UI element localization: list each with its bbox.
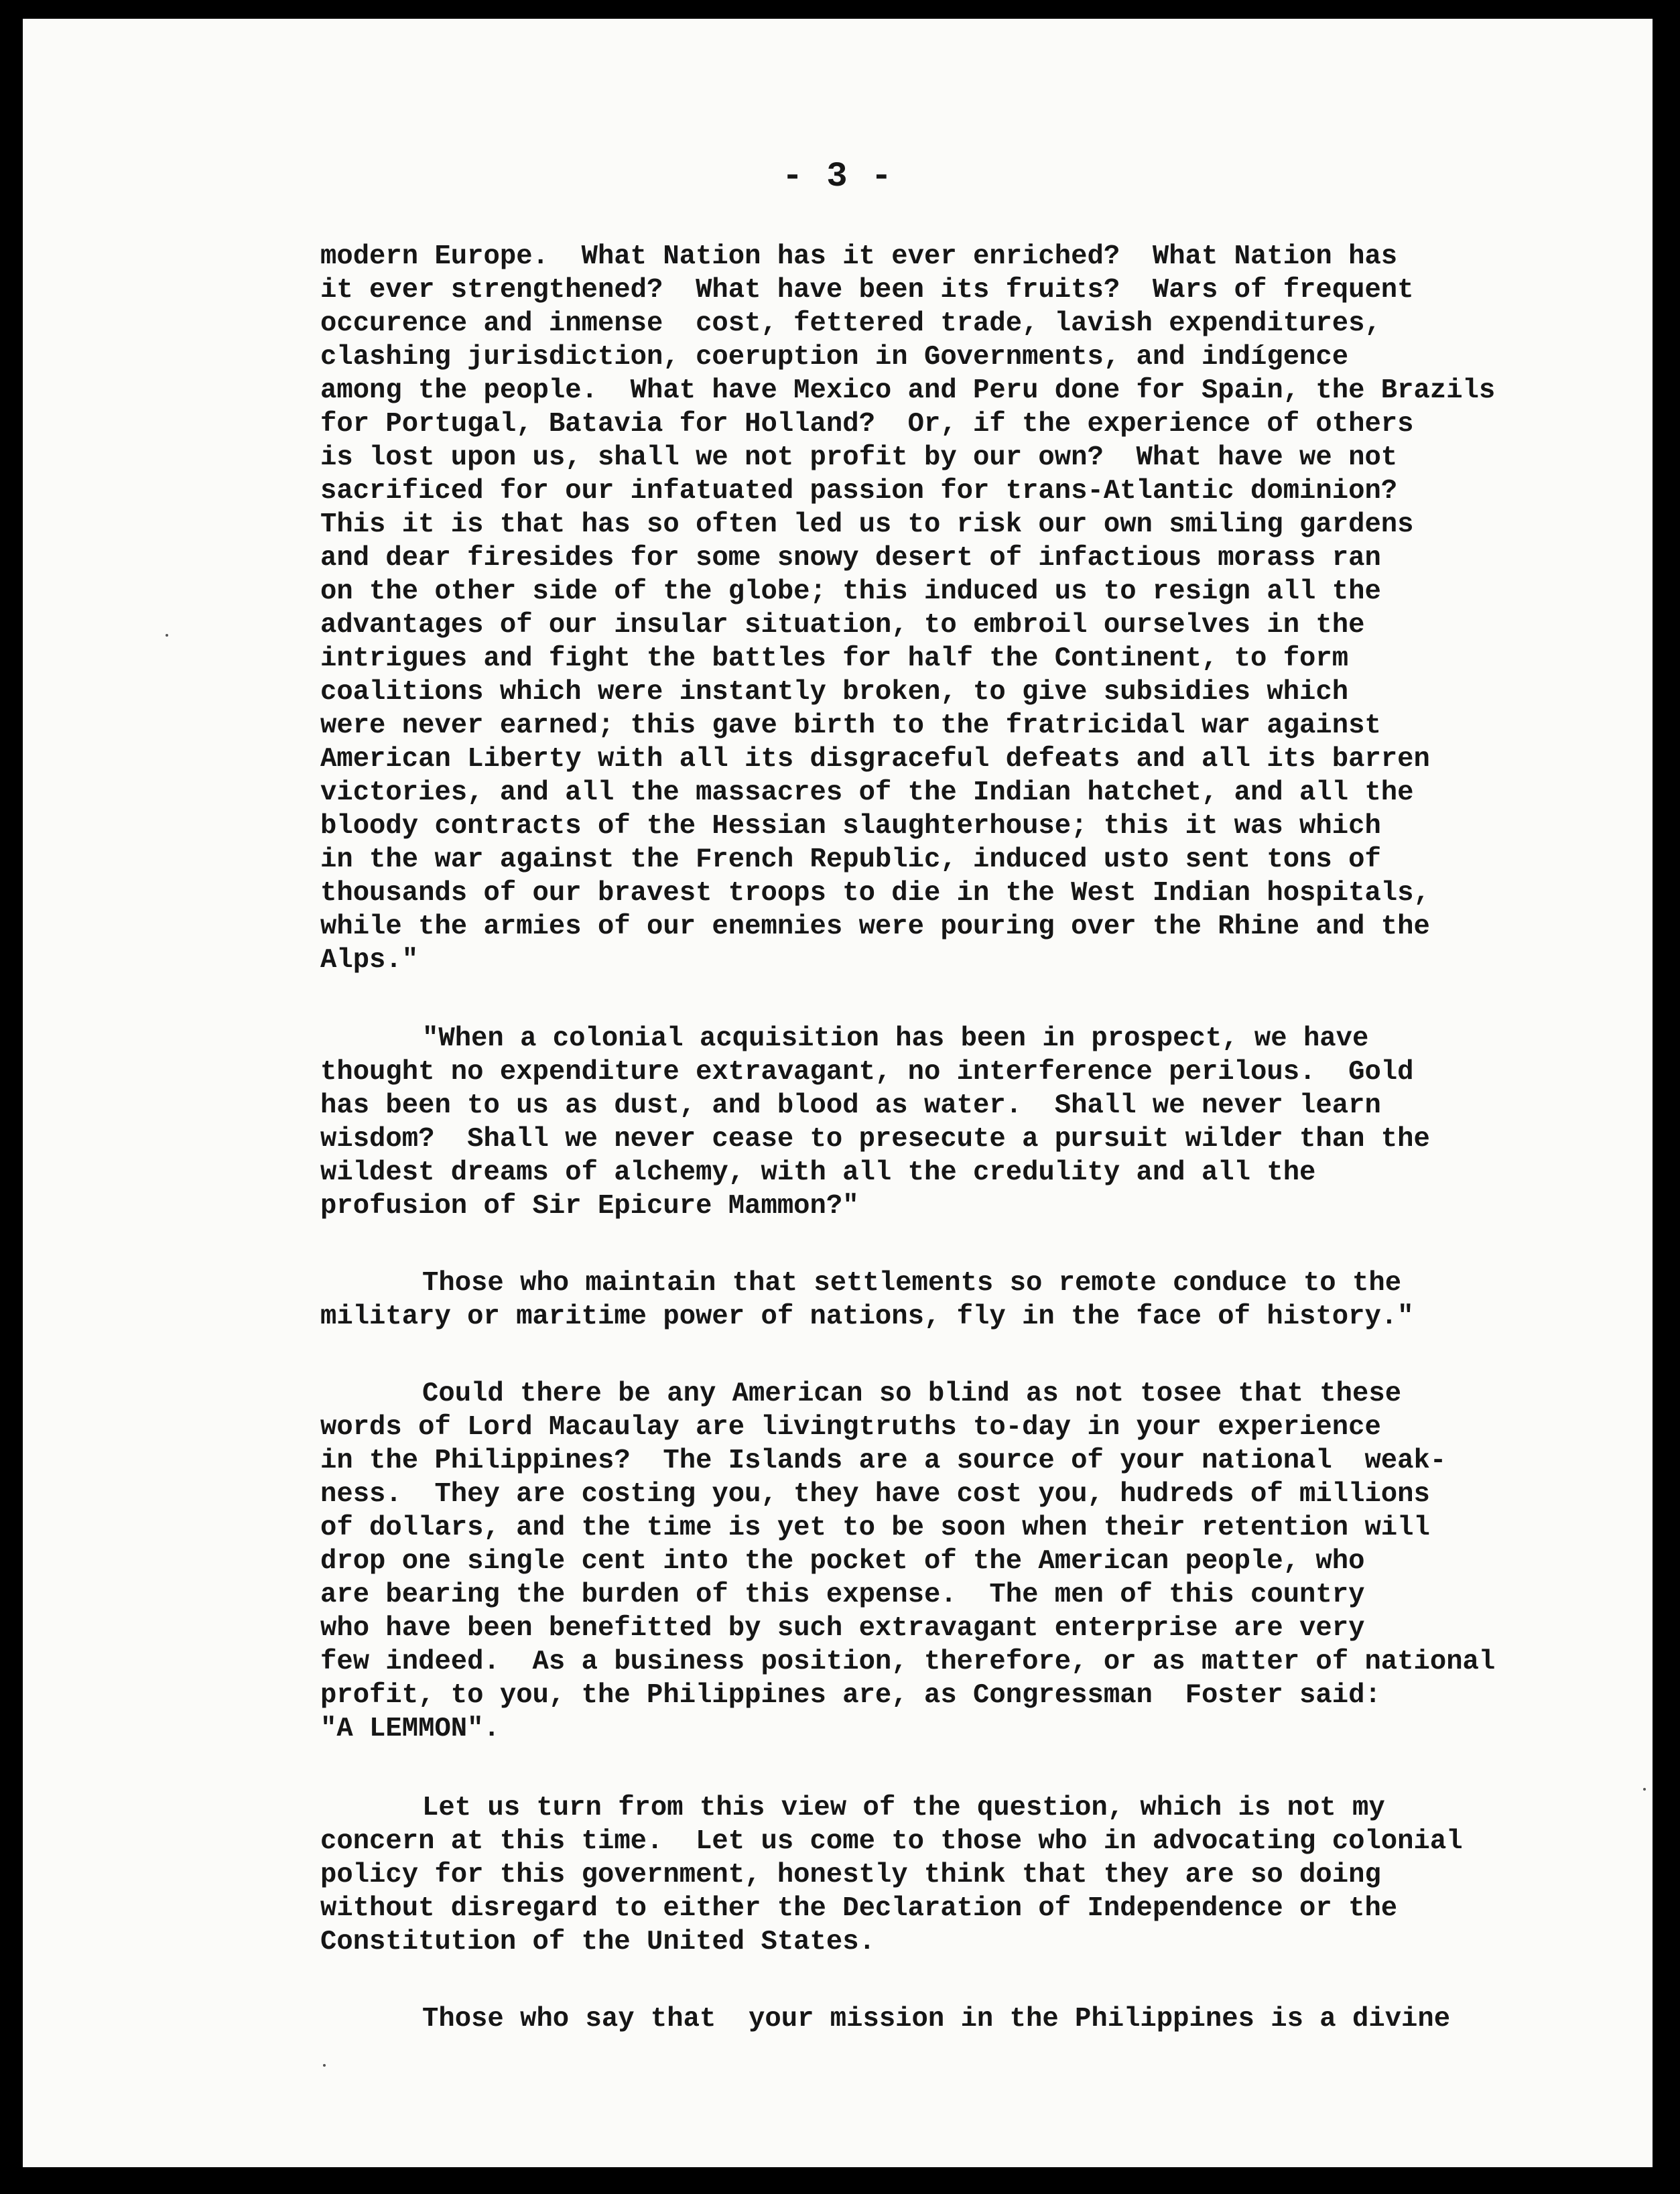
text-line: few indeed. As a business position, therefore, or as matter of national (320, 1647, 1496, 1677)
text-line: has been to us as dust, and blood as water. Shall we never learn (320, 1090, 1381, 1121)
text-line: of dollars, and the time is yet to be soon when their retention will (320, 1512, 1430, 1543)
text-line: and dear firesides for some snowy desert of infactious morass ran (320, 543, 1381, 574)
text-line: are bearing the burden of this expense. The men of this country (320, 1579, 1365, 1610)
text-line: modern Europe. What Nation has it ever enriched? What Nation has (320, 241, 1398, 272)
text-line: on the other side of the globe; this induced us to resign all the (320, 576, 1381, 607)
text-line: it ever strengthened? What have been its fruits? Wars of frequent (320, 275, 1414, 306)
text-line: American Liberty with all its disgraceful defeats and all its barren (320, 744, 1430, 775)
text-line: among the people. What have Mexico and Peru done for Spain, the Brazils (320, 375, 1496, 406)
text-line: wildest dreams of alchemy, with all the credulity and all the (320, 1157, 1316, 1188)
text-line: while the armies of our enemnies were pouring over the Rhine and the (320, 911, 1430, 942)
text-line: who have been benefitted by such extravagant enterprise are very (320, 1613, 1365, 1644)
text-line: for Portugal, Batavia for Holland? Or, if the experience of others (320, 409, 1414, 440)
scan-speck (166, 634, 168, 637)
text-line: policy for this government, honestly think that they are so doing (320, 1860, 1381, 1890)
text-line: profit, to you, the Philippines are, as Congressman Foster said: (320, 1680, 1381, 1711)
text-line: occurence and inmense cost, fettered trade, lavish expenditures, (320, 308, 1381, 339)
text-line: words of Lord Macaulay are livingtruths to-day in your experience (320, 1412, 1381, 1443)
text-line: victories, and all the massacres of the Indian hatchet, and all the (320, 777, 1414, 808)
text-line: wisdom? Shall we never cease to presecute a pursuit wilder than the (320, 1124, 1430, 1155)
text-line: in the war against the French Republic, induced usto sent tons of (320, 844, 1381, 875)
text-line: Those who say that your mission in the Philippines is a divine (422, 2004, 1451, 2035)
scan-speck (323, 2064, 326, 2067)
text-line: thought no expenditure extravagant, no interference perilous. Gold (320, 1057, 1414, 1088)
text-line: bloody contracts of the Hessian slaughterhouse; this it was which (320, 811, 1381, 842)
text-line: thousands of our bravest troops to die in the West Indian hospitals, (320, 878, 1430, 909)
text-line: "When a colonial acquisition has been in prospect, we have (422, 1023, 1369, 1054)
text-line: This it is that has so often led us to risk our own smiling gardens (320, 509, 1414, 540)
text-line: clashing jurisdiction, coeruption in Governments, and indígence (320, 342, 1349, 373)
text-line: profusion of Sir Epicure Mammon?" (320, 1191, 859, 1222)
text-line: coalitions which were instantly broken, to give subsidies which (320, 677, 1349, 708)
text-line: Could there be any American so blind as not tosee that these (422, 1378, 1402, 1409)
text-line: Alps." (320, 945, 419, 976)
text-line: sacrificed for our infatuated passion for trans-Atlantic dominion? (320, 476, 1398, 507)
text-line: ness. They are costing you, they have cost you, hudreds of millions (320, 1479, 1430, 1510)
scan-speck (1643, 1788, 1646, 1791)
document-page (23, 19, 1653, 2167)
text-line: concern at this time. Let us come to those who in advocating colonial (320, 1826, 1463, 1857)
text-line: Those who maintain that settlements so remote conduce to the (422, 1268, 1402, 1299)
page-number: - 3 - (781, 157, 894, 196)
text-line: military or maritime power of nations, fly in the face of history." (320, 1301, 1414, 1332)
text-line: were never earned; this gave birth to the fratricidal war against (320, 710, 1381, 741)
text-line: Let us turn from this view of the question, which is not my (422, 1793, 1385, 1823)
text-line: drop one single cent into the pocket of the American people, who (320, 1546, 1365, 1577)
text-line: "A LEMMON". (320, 1714, 500, 1744)
text-line: advantages of our insular situation, to embroil ourselves in the (320, 610, 1365, 641)
text-line: without disregard to either the Declaration of Independence or the (320, 1893, 1398, 1924)
text-line: Constitution of the United States. (320, 1927, 875, 1957)
text-line: intrigues and fight the battles for half the Continent, to form (320, 643, 1349, 674)
text-line: in the Philippines? The Islands are a source of your national weak- (320, 1445, 1447, 1476)
text-line: is lost upon us, shall we not profit by our own? What have we not (320, 442, 1398, 473)
